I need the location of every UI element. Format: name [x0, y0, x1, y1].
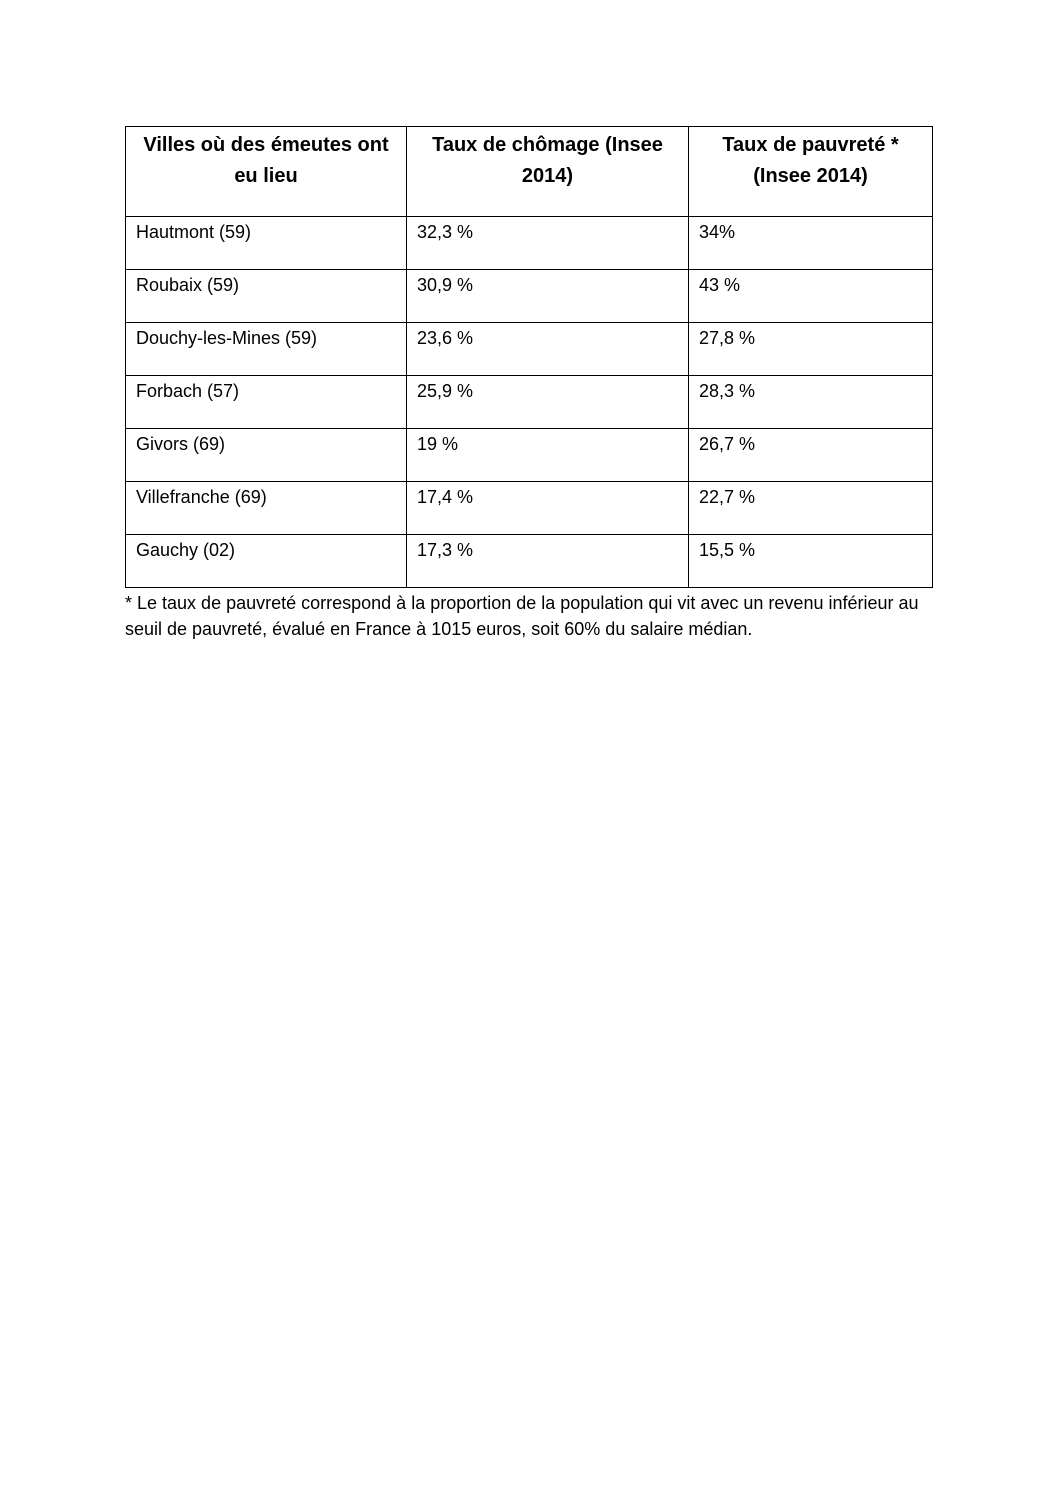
unemployment-cell: 25,9 % [407, 376, 689, 429]
city-cell: Gauchy (02) [126, 535, 407, 588]
table-row [126, 376, 933, 429]
header-poverty-rate: Taux de pauvreté * (Insee 2014) [689, 127, 933, 217]
unemployment-cell: 32,3 % [407, 217, 689, 270]
poverty-cell: 15,5 % [689, 535, 933, 588]
poverty-cell: 34% [689, 217, 933, 270]
city-cell: Villefranche (69) [126, 482, 407, 535]
table-row [126, 270, 933, 323]
unemployment-cell: 30,9 % [407, 270, 689, 323]
poverty-cell: 27,8 % [689, 323, 933, 376]
poverty-rate-footnote: * Le taux de pauvreté correspond à la proportion de la population qui vit avec un revenu inférieur au seuil de pauvreté, évalué en France à 1015 euros, soit 60% du salaire médian. [125, 593, 919, 639]
poverty-cell: 28,3 % [689, 376, 933, 429]
table-row [126, 535, 933, 588]
city-cell: Forbach (57) [126, 376, 407, 429]
city-cell: Hautmont (59) [126, 217, 407, 270]
header-cities: Villes où des émeutes ont eu lieu [126, 127, 407, 217]
table-header-row [126, 127, 933, 217]
city-cell: Roubaix (59) [126, 270, 407, 323]
table-row [126, 482, 933, 535]
unemployment-cell: 19 % [407, 429, 689, 482]
riots-statistics-table [125, 126, 933, 588]
unemployment-cell: 23,6 % [407, 323, 689, 376]
poverty-cell: 26,7 % [689, 429, 933, 482]
header-unemployment-rate: Taux de chômage (Insee 2014) [407, 127, 689, 217]
table-row [126, 217, 933, 270]
poverty-cell: 22,7 % [689, 482, 933, 535]
table-row [126, 323, 933, 376]
city-cell: Givors (69) [126, 429, 407, 482]
poverty-cell: 43 % [689, 270, 933, 323]
city-cell: Douchy-les-Mines (59) [126, 323, 407, 376]
unemployment-cell: 17,4 % [407, 482, 689, 535]
unemployment-cell: 17,3 % [407, 535, 689, 588]
table-row [126, 429, 933, 482]
